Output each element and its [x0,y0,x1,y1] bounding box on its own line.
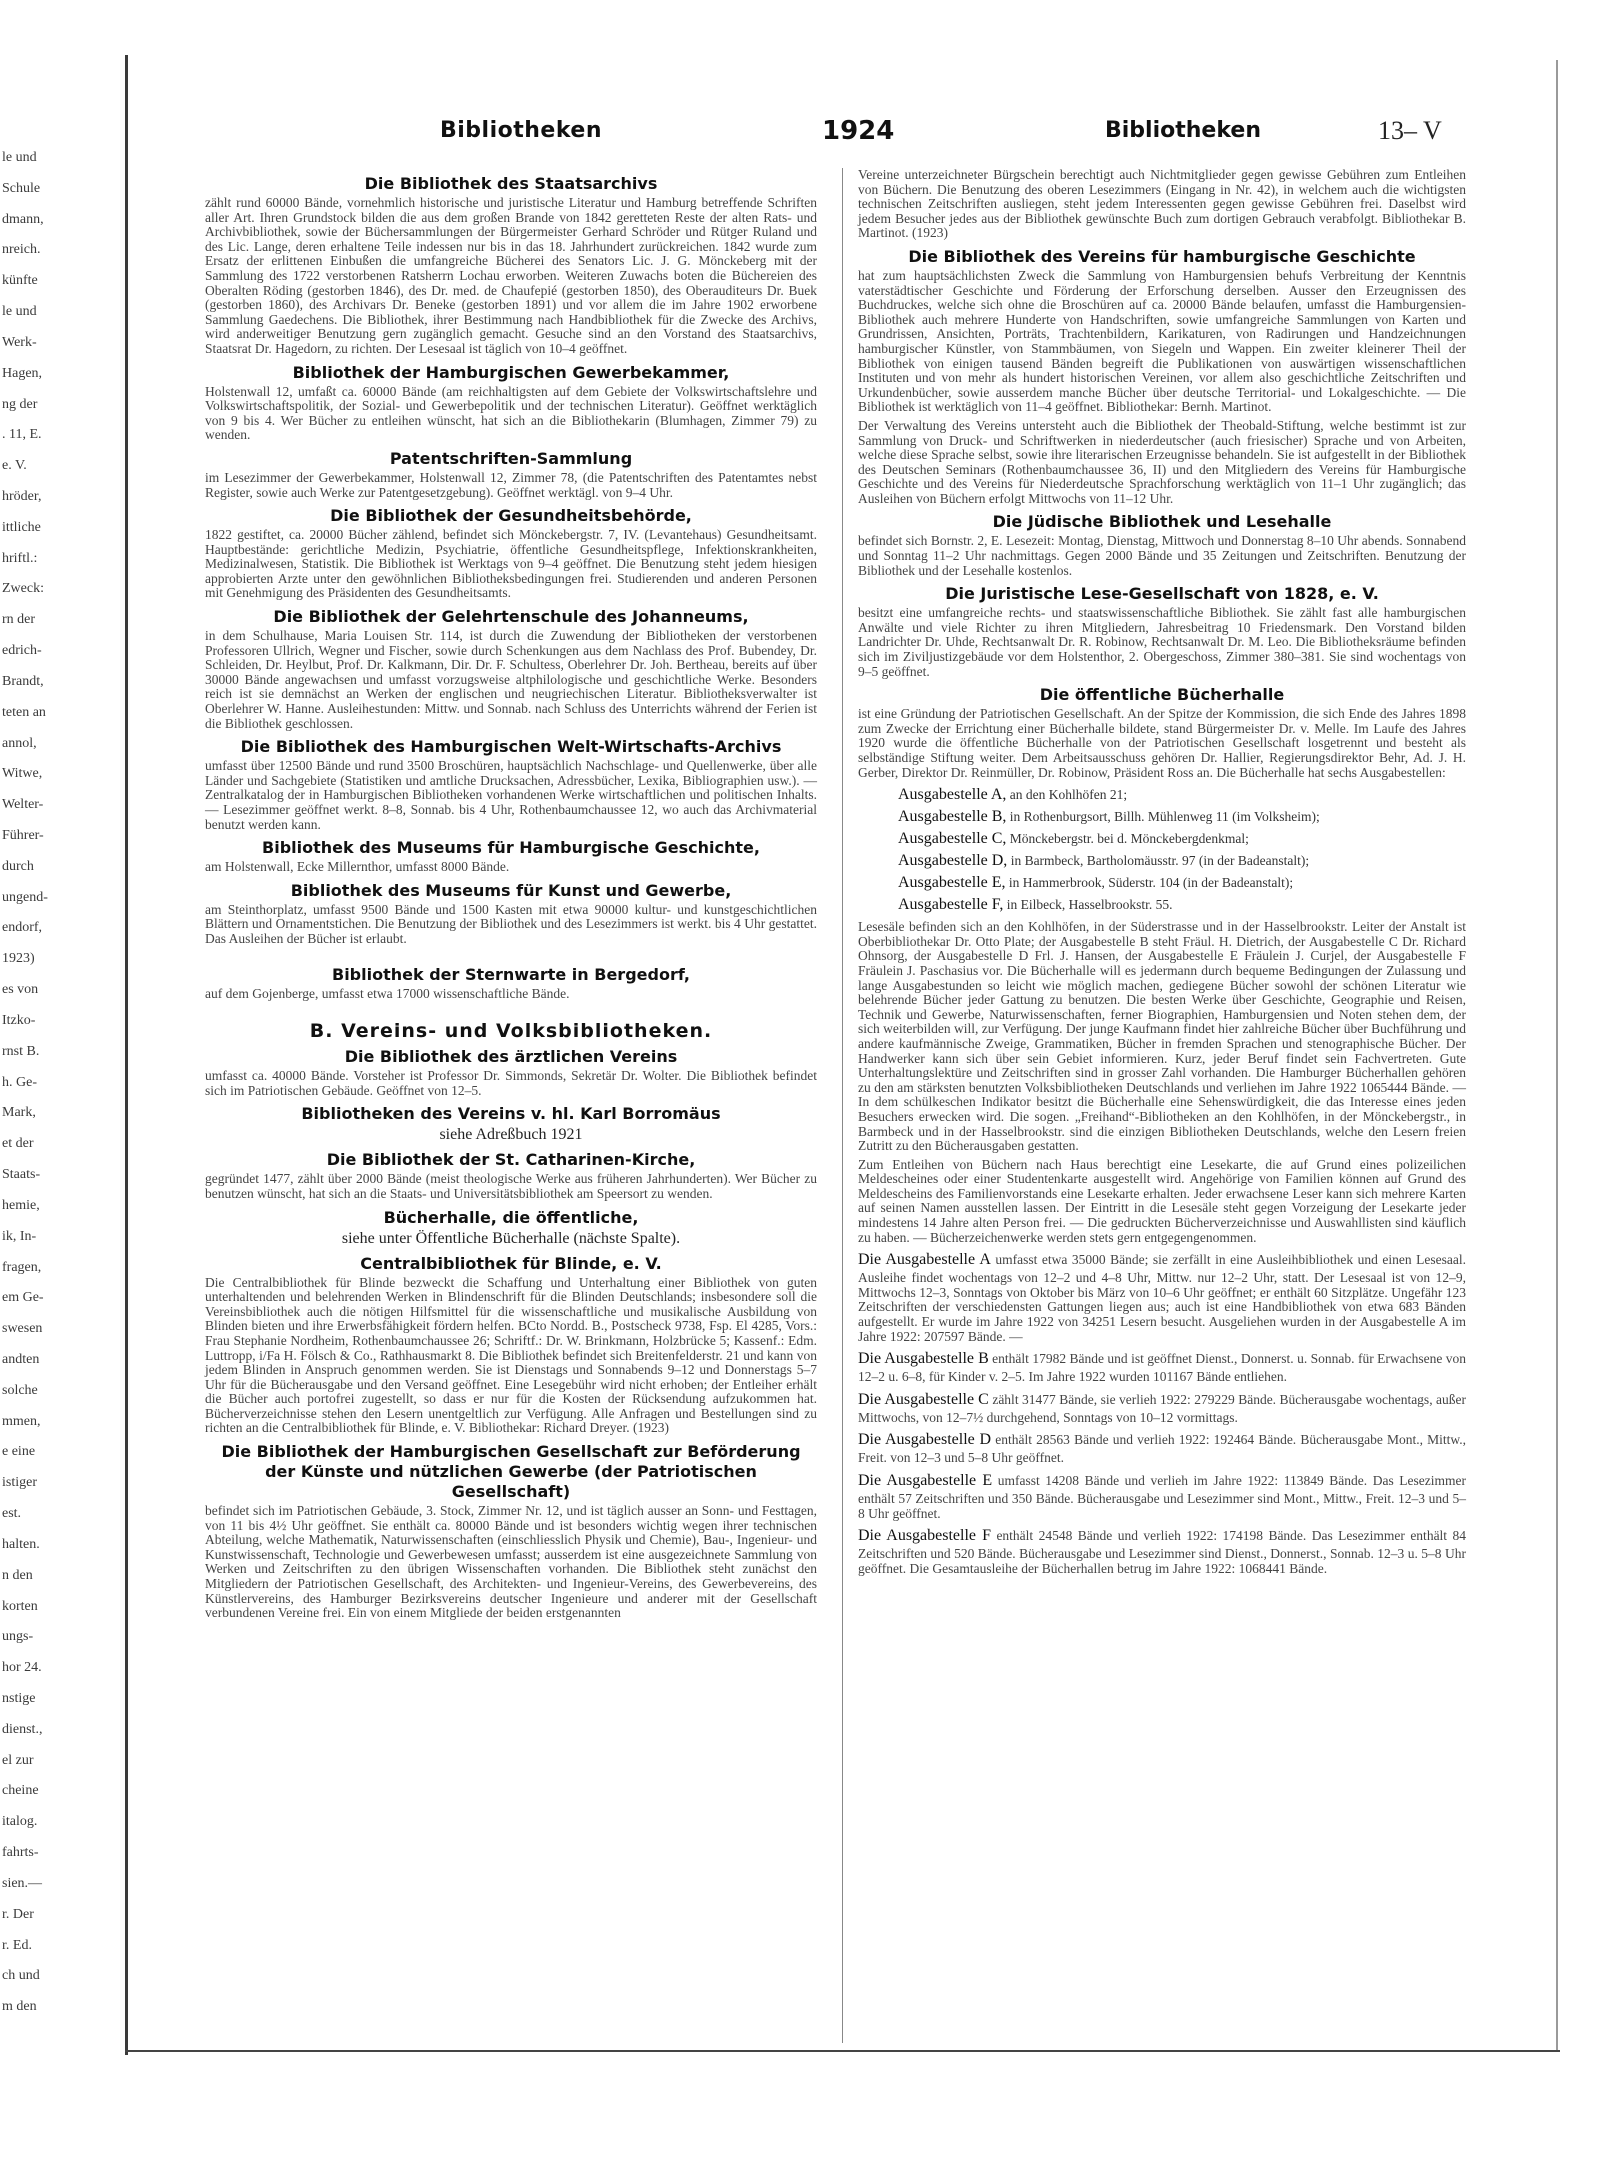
outlet-name: Ausgabestelle D, [898,852,1008,870]
margin-fragment: ik, In- [2,1229,37,1244]
section-title: Bibliothek des Museums für Hamburgische Geschichte, [262,838,760,858]
margin-fragment: e. V. [2,458,27,473]
section-title: Die Jüdische Bibliothek und Lesehalle [992,512,1332,532]
section-text: im Lesezimmer der Gewerbekammer, Holstenwall 12, Zimmer 78, (die Patentschriften des Patentamtes nebst Register, sowie auch Werke zur Patentgesetzgebung). Geöffnet werktägl. von 9–4 Uhr. [205,469,817,500]
margin-fragment: le und [2,150,37,165]
branch-name: Die Ausgabestelle E [858,1472,993,1489]
margin-fragment: ungs- [2,1629,34,1644]
header-right-title: Bibliotheken [1105,118,1261,143]
header-year: 1924 [822,116,895,146]
margin-fragment: Mark, [2,1105,36,1120]
section-text: 1822 gestiftet, ca. 20000 Bücher zählend, befindet sich Mönckebergstr. 7, IV. (Levantehaus) Gesundheitsamt. Hauptbestände: gerichtliche Medizin, Psychiatrie, öffentliche Gesundheitspflege, Infektionskrankheiten, Medizinalwesen, Statistik. Die Bibliothek ist Werktags von 9–4 geöffnet. Die Benutzung steht jedem hiesigen approbierten Arzte unter den gewöhnlichen Bibliotheksbedingungen frei. Studierenden und anderen Personen mit Genehmigung des Präsidenten des Gesundheitsamts. [205,527,817,601]
page-edge [1556,60,1558,2050]
branch-name: Die Ausgabestelle C [858,1390,989,1408]
page-number: 13– V [1378,116,1442,145]
outlet-address: in Hammerbrook, Süderstr. 104 (in der Badeanstalt); [1008,875,1294,891]
branch-name: Die Ausgabestelle A [858,1251,991,1269]
margin-fragment: et der [2,1136,34,1151]
section-text: Holstenwall 12, umfaßt ca. 60000 Bände (am reichhaltigsten auf dem Gebiete der Volkswirtschaftslehre und Volkswirtschaftspolitik, der Sozial- und Gewerbepolitik und der technischen Literatur). Geöffnet werktäglich von 9 bis 4. Wer Bücher zu entleihen wünscht, hat sich an die Bibliothekarin (Blumhagen, Zimmer 79) zu wenden. [205,383,817,443]
section-title: Die Bibliothek der Gesundheitsbehörde, [330,506,692,526]
margin-fragment: m den [2,1999,37,2014]
margin-fragment: 1923) [2,951,35,966]
margin-fragment: ungend- [2,890,48,905]
margin-fragment: hröder, [2,489,42,504]
margin-fragment: Werk- [2,335,37,350]
margin-fragment: le und [2,304,37,319]
margin-fragment: Staats- [2,1167,41,1182]
right-column [858,168,1466,1580]
section-text: Zum Entleihen von Büchern nach Haus berechtigt eine Lesekarte, die auf Grund eines polizeilichen Meldescheines oder einer Studentenkarte ausgestellt wird. Angehörige von Familien können auf Grund des Meldescheins des Familienvorstands eine Lesekarte erhalten. Jeder erwachsene Leser kann sich mehrere Karten auf seinen Namen ausstellen lassen. Der Eintritt in die Lesesäle steht gegen Vorzeigung der Lesekarte jeder mindestens 14 Jahre alten Person frei. — Die gedruckten Bücherverzeichnisse und Auswahllisten sind käuflich zu haben. — Bücherzeichenwerke werden stets gern entgegengenommen. [858,1156,1466,1245]
branch-text: enthält 28563 Bände und verlieh 1922: 192464 Bände. Bücherausgabe Mont., Mittw., Freit. von 12–3 und 5–8 Uhr geöffnet. [858,1432,1467,1466]
branch-paragraph [858,1389,1466,1426]
section-text: am Holstenwall, Ecke Millernthor, umfasst 8000 Bände. [205,859,510,875]
section-title: Die Bibliothek des ärztlichen Vereins [344,1047,678,1067]
section-title: Bibliotheken des Vereins v. hl. Karl Borromäus [301,1104,721,1124]
margin-fragment: durch [2,859,34,874]
scan-border-top [0,0,1600,48]
binding-gutter [125,55,128,2055]
margin-fragment: korten [2,1599,38,1614]
section-title: Die Bibliothek der Gelehrtenschule des Johanneums, [273,607,749,627]
section-text: hat zum hauptsächlichsten Zweck die Sammlung von Hamburgensien behufs Verbreitung der Kenntnis vaterstädtischer Geschichte und Förderung der Erforschung derselben. Ausser den Erzeugnissen des Buchdruckes, welche sich ohne die Broschüren auf ca. 20000 Bände belaufen, umfasst die Hamburgensien-Bibliothek auch mehrere Hunderte von Handschriften, sowie umfangreiche Sammlungen von Karten und Grundrissen, Ansichten, Porträts, Trachtenbildern, Karikaturen, von Radirungen und Handzeichnungen hamburgischer Künstler, von Stammbäumen, von Siegeln und Wappen. Ein zweiter kleinerer Theil der Bibliothek von einigen tausend Bänden begreift die Publikationen von auswärtigen wissenschaftlichen Instituten und von mehr als hundert historischen Vereinen, vor allem also geschichtliche Zeitschriften und Urkundenbücher, sowie ausserdem manche Bücher über deutsche Territorial- und Lokalgeschichte. — Die Bibliothek ist werktäglich von 11–4 geöffnet. Bibliothekar: Bernh. Martinot. [858,267,1466,415]
list-item [898,828,1466,850]
previous-page-margin [0,150,122,2050]
section-text: befindet sich im Patriotischen Gebäude, 3. Stock, Zimmer Nr. 12, und ist täglich ausser an Sonn- und Festtagen, von 11 bis 4½ Uhr geöffnet. Sie enthält ca. 80000 Bände und ist besonders wichtig wegen ihrer technischen Abteilung, welche Mathematik, Naturwissenschaften (einschliesslich Physik und Chemie), Bau-, Ingenieur- und Kunstwissenschaft, Technologie und Gewerbewesen umfasst; ausserdem ist eine ausgezeichnete Sammlung von Werken und Zeitschriften zu den übrigen Wissenschaften vorhanden. Die Bibliothek steht zunächst den Mitgliedern der Patriotischen Gesellschaft, des Architekten- und Ingenieur-Vereins, des Gewerbevereins, des Künstlervereins, des Hamburger Bezirksvereins deutscher Ingenieure und anderer mit der Gesellschaft verbundenen Vereine frei. Ein von einem Mitgliede der beiden erstgenannten [205,1503,817,1621]
header-left-title: Bibliotheken [440,118,602,143]
section-title: Patentschriften-Sammlung [389,448,633,468]
margin-fragment: Welter- [2,797,44,812]
section-title: Bibliothek der Hamburgischen Gewerbekammer, [292,362,730,382]
branch-text: zählt 31477 Bände, sie verlieh 1922: 279229 Bände. Bücherausgabe wochentags, außer Mittwochs, von 12–7½ durchgehend, Sonntags von 10–12 vormittags. [858,1391,1467,1425]
margin-fragment: mmen, [2,1414,41,1429]
margin-fragment: hor 24. [2,1660,42,1675]
margin-fragment: swesen [2,1321,43,1336]
branch-paragraph [858,1429,1466,1466]
section-text: zählt rund 60000 Bände, vornehmlich historische und juristische Literatur und Hamburg betreffende Schriften aller Art. Ihren Grundstock bilden die aus dem großen Brande von 1842 geretteten Reste der alten Rats- und Archivbibliothek, sowie der Büchersammlungen der Bürgermeister Gerhard Schröder und Rütger Ruland und des Lic. Lange, deren erhaltene Teile indessen nur bis in das 18. Jahrhundert zurückreichen. 1842 wurde zum Ersatz der erlittenen Einbußen die umfangreiche Bücherei des Senators Lic. J. G. Mönckeberg mit der Sammlung des 1722 verstorbenen Ratsherrn Lochau erworben. Weiteren Zuwachs boten die Büchereien des Oberalten Röding (gestorben 1846), des Dr. med. de Chaufepié (gestorben 1850), des Oberauditeurs Dr. Buek (gestorben 1860), des Archivars Dr. Beneke (gestorben 1891) und vor allem die im Jahre 1902 erworbene Sammlung Gaedechens. Die Bibliothek, ihrer Bestimmung nach Handbibliothek für die Zwecke des Archivs, wird anderweitiger Benutzung gern zugänglich gemacht. Gesuche sind an den Vorstand des Staatsarchivs, Staatsrat Dr. Hagedorn, zu richten. Der Lesesaal ist täglich von 10–4 geöffnet. [205,195,817,356]
margin-fragment: halten. [2,1537,40,1552]
margin-fragment: endorf, [2,920,43,935]
section-title: Bibliothek der Sternwarte in Bergedorf, [332,964,690,984]
left-column [205,168,817,1625]
branch-name: Die Ausgabestelle B [858,1350,989,1368]
margin-fragment: solche [2,1383,38,1398]
section-title: Die öffentliche Bücherhalle [1039,685,1285,705]
section-text: auf dem Gojenberge, umfasst etwa 17000 wissenschaftliche Bände. [205,985,570,1001]
margin-fragment: hriftl.: [2,551,38,566]
section-text: umfasst ca. 40000 Bände. Vorsteher ist Professor Dr. Simmonds, Sekretär Dr. Wolter. Die Bibliothek befindet sich im Patriotischen Gebäude. Geöffnet von 12–5. [205,1068,817,1098]
margin-fragment: künfte [2,273,38,288]
outlet-list [858,784,1466,916]
margin-fragment: ch und [2,1968,40,1983]
list-item [898,872,1466,894]
margin-fragment: annol, [2,736,37,751]
section-text: am Steinthorplatz, umfasst 9500 Bände und 1500 Kasten mit etwa 90000 kultur- und kunstgeschichtlichen Blättern und Ornamentstichen. Die Benutzung der Bibliothek und des Lesezimmers ist werkt. bis 4 Uhr gestattet. Das Ausleihen der Bücher ist erlaubt. [205,901,817,946]
margin-fragment: fragen, [2,1260,42,1275]
margin-fragment: italog. [2,1814,38,1829]
margin-fragment: e eine [2,1444,36,1459]
section-title: Die Bibliothek der Hamburgischen Gesellschaft zur Beförderung der Künste und nützlichen Gewerbe (der Patriotischen Gesellschaft) [221,1442,801,1502]
continued-text: Vereine unterzeichneter Bürgschein berechtigt auch Nichtmitglieder gegen gewisse Gebühren zum Entleihen von Büchern. Die Benutzung des oberen Lesezimmers (Eingang in Nr. 42), in welchem auch die wichtigsten technischen Zeitschriften ausliegen, steht jedem Interessenten gegen gewisse Gebühren frei. Daselbst wird jedem Besucher jedes aus der Bibliothek gewünschte Buch zum dortigen Gebrauch verabfolgt. Bibliothekar B. Martinot. (1923) [858,167,1466,241]
section-text: umfasst über 12500 Bände und rund 3500 Broschüren, hauptsächlich Nachschlage- und Quellenwerke, über alle Länder und Sachgebiete (Statistiken und amtliche Drucksachen, Adressbücher, Lexika, Bibliographien usw.). — Zentralkatalog der in Hamburgischen Bibliotheken vorhandenen Werke wirtschaftlichen und politischen Inhalts. — Lesezimmer geöffnet werkt. 8–8, Sonnab. bis 4 Uhr, Rothenbaumchaussee 12, wo auch das Archivmaterial benutzt werden kann. [205,758,817,832]
list-item [898,850,1466,872]
page-header [440,118,1540,154]
outlet-address: in Eilbeck, Hasselbrookstr. 55. [1006,897,1173,913]
section-text: Die Centralbibliothek für Blinde bezweckt die Schaffung und Unterhaltung einer Bibliothek von guten unterhaltenden und belehrenden Werken in Blindenschrift für die Blinden Deutschlands; insbesondere soll die Vereinsbibliothek auch die nötigen Hilfsmittel für die wissenschaftliche und musikalische Ausbildung von Blinden bieten und ihre Erwerbsfähigkeit fördern helfen. BCto Nordd. B., Postscheck 9738, Fsp. El 4285, Vors.: Frau Stephanie Nordheim, Rothenbaumchaussee 26; Schriftf.: Dr. W. Brinkmann, Holzbrücke 5; Kassenf.: Edm. Luttropp, i/Fa H. Fölsch & Co., Rathhausmarkt 8. Die Bibliothek befindet sich Breitenfelderstr. 21 und kann von jedem Blinden in Anspruch genommen werden. Sie ist Dienstags und Sonnabends 9–12 und Donnerstags 5–7 Uhr für die Bücherausgabe und den Versand geöffnet. Eine Lesegebühr wird nicht erhoben; der Entleiher erhält die Bücher auch portofrei zugestellt, so dass er nur für die Kosten der Rücksendung aufzukommen hat. Bücherverzeichnisse stehen den Lesern unentgeltlich zur Verfügung. Alle Anfragen und Bestellungen sind zu richten an die Centralbibliothek für Blinde, e. V. Bibliothekar: Richard Dreyer. (1923) [205,1274,817,1436]
section-text: Lesesäle befinden sich an den Kohlhöfen, in der Süderstrasse und in der Hasselbrookstr. Leiter der Anstalt ist Oberbibliothekar Dr. Otto Plate; der Ausgabestelle B steht Fräul. H. Dietrich, der Ausgabestelle C Dr. Richard Ohnsorg, der Ausgabestelle D Frl. J. Hansen, der Ausgabestelle E Fräulein J. Curjel, der Ausgabestelle F Fräulein J. Paschasius vor. Die Bücherhalle will es jedermann durch bequeme Bedingungen der Zulassung und lange Ausgabestunden so leicht wie möglich machen, gediegene Bücher sowohl der schönen Literatur wie belehrende Bücher jeder Gattung zu benutzen. Die besten Werke über Geschichte, Geographie und Reisen, Technik und Gewerbe, Naturwissenschaften, ferner Biographien, Hamburgensien und Noten stehen dem, der sich weiterbilden will, zur Verfügung. Der junge Kaufmann findet hier zahlreiche Bücher über Buchführung und andere kaufmännische Zweige, Grammatiken, Bücher in fremden Sprachen und stenographische Bücher. Der Handwerker kann sich über sein Gebiet informieren. Kurz, jeder Beruf findet sein Fachvertreten. Gute Unterhaltungslektüre und Zeitschriften sind in grosser Zahl vorhanden. Die Hamburger Bücherhallen gehören zu den am stärksten benutzten Volksbibliotheken Deutschlands und verliehen im Jahre 1922 1065444 Bände. — In dem schülkeschen Indikator besitzt die Bücherhalle eine Sehenswürdigkeit, die das Interesse eines jeden Besuchers erwecken wird. Die sogen. „Freihand“-Bibliotheken an den Kohlhöfen, in der Mönckebergstr., in Barmbeck und in der Hasselbrookstr. sind die einzigen Bibliotheken Deutschlands, welche den Lesern freien Zutritt zu den Bücherausgaben gestatten. [858,919,1466,1154]
margin-fragment: nstige [2,1691,36,1706]
section-subtitle: siehe Adreßbuch 1921 [439,1126,583,1144]
margin-fragment: Führer- [2,828,44,843]
branch-paragraph [858,1249,1466,1344]
outlet-address: an den Kohlhöfen 21; [1009,787,1128,803]
margin-fragment: Zweck: [2,581,44,596]
branch-name: Die Ausgabestelle F [858,1527,991,1545]
outlet-name: Ausgabestelle B, [898,808,1007,826]
section-text: in dem Schulhause, Maria Louisen Str. 114, ist durch die Zuwendung der Bibliotheken der verstorbenen Professoren Ullrich, Wegner und Fischer, sowie durch Schenkungen aus dem Nachlass des Prof. Bubendey, Dr. Schleiden, Dr. Heylbut, Prof. Dr. Kalkmann, Dir. Dr. F. Schultess, Oberlehrer Dr. Joh. Bertheau, bereits auf über 30000 Bände angewachsen und umfasst vorzugsweise altphilologische und geschichtliche Werke. Besonders reich ist sie demnächst an Werken der englischen und neugriechischen Literatur. Bibliotheksverwalter ist Oberlehrer W. Hanne. Ausleihestunden: Mittw. und Sonnab. nach Schluss des Unterrichts während der Ferien ist die Bibliothek geschlossen. [205,628,817,731]
margin-fragment: em Ge- [2,1290,44,1305]
outlet-name: Ausgabestelle A, [898,786,1007,804]
margin-fragment: sien.— [2,1876,43,1891]
outlet-address: in Barmbeck, Bartholomäusstr. 97 (in der Badeanstalt); [1010,853,1310,869]
margin-fragment: nreich. [2,242,41,257]
margin-fragment: h. Ge- [2,1075,37,1090]
branch-name: Die Ausgabestelle D [858,1431,992,1449]
margin-fragment: est. [2,1506,22,1521]
margin-fragment: Itzko- [2,1013,36,1028]
section-title: Bibliothek des Museums für Kunst und Gewerbe, [290,880,732,900]
list-item [898,784,1466,806]
section-text: besitzt eine umfangreiche rechts- und staatswissenschaftliche Bibliothek. Sie zählt fast alle hamburgischen Anwälte und viele Richter zu ihren Mitgliedern, Jahresbeitrag 10 Friedensmark. Den Vorstand bilden Landrichter Dr. Uhde, Rechtsanwalt Dr. R. Robinow, Rechtsanwalt Dr. M. Leo. Die Bibliotheksräume befinden sich im Ziviljustizgebäude vor dem Holstenthor, 2. Obergeschoss, Zimmer 380–381. Sie sind wochentags von 9–5 geöffnet. [858,605,1466,679]
margin-fragment: teten an [2,705,46,720]
section-text: befindet sich Bornstr. 2, E. Lesezeit: Montag, Dienstag, Mittwoch und Donnerstag 8–10 Uhr abends. Sonnabend und Sonntag 11–2 Uhr nachmittags. Gegen 2000 Bände und 35 Zeitungen und Zeitschriften. Benutzung der Bibliothek und der Lesehalle kostenlos. [858,533,1466,578]
section-title: Die Bibliothek der St. Catharinen-Kirche, [326,1150,696,1170]
section-subtitle: siehe unter Öffentliche Bücherhalle (nächste Spalte). [341,1229,681,1247]
margin-fragment: Brandt, [2,674,44,689]
margin-fragment: cheine [2,1783,39,1798]
branch-text: enthält 24548 Bände und verlieh 1922: 174198 Bände. Das Lesezimmer enthält 84 Zeitschriften und 520 Bände. Bücherausgabe und Lesezimmer sind Dienst., Donnerst., Sonnab. 12–3 u. 5–8 Uhr geöffnet. Die Gesamtausleihe der Bücherhallen betrug im Jahre 1922: 1068441 Bände. [858,1528,1466,1576]
margin-fragment: Witwe, [2,766,43,781]
list-item [898,894,1466,916]
margin-fragment: hemie, [2,1198,40,1213]
margin-fragment: Schule [2,181,41,196]
outlet-name: Ausgabestelle E, [898,874,1006,892]
column-rule [842,168,843,2043]
margin-fragment: . 11, E. [2,427,42,442]
outlet-name: Ausgabestelle F, [898,896,1004,914]
margin-fragment: r. Ed. [2,1938,32,1953]
margin-fragment: istiger [2,1475,37,1490]
margin-fragment: Hagen, [2,366,43,381]
margin-fragment: rnst B. [2,1044,40,1059]
margin-fragment: edrich- [2,643,42,658]
section-title: Centralbibliothek für Blinde, e. V. [360,1253,662,1273]
branch-paragraph [858,1525,1466,1576]
margin-fragment: andten [2,1352,40,1367]
section-title: Die Bibliothek des Staatsarchivs [364,174,658,193]
section-title: Die Juristische Lese-Gesellschaft von 1828, e. V. [945,584,1379,604]
section-title: Die Bibliothek des Vereins für hamburgische Geschichte [908,246,1416,266]
section-text: Der Verwaltung des Vereins untersteht auch die Bibliothek der Theobald-Stiftung, welche bestimmt ist zur Sammlung von Druck- und Schriftwerken in niederdeutscher (auch friesischer) Sprache und von Arbeiten, welche diese Sprache selbst, sowie ihre literarischen Erzeugnisse behandeln. Sie ist aufgestellt in der Bibliothek des Deutschen Seminars (Rothenbaumchaussee 36, II) und den Mitgliedern des Vereins für Hamburgische Geschichte und des Vereins für Niederdeutsche Sprachforschung werktäglich von 11–1 Uhr zugänglich; das Ausleihen von Büchern erfolgt Mittwochs von 11–12 Uhr. [858,417,1466,506]
branch-paragraph [858,1470,1466,1521]
branch-text: enthält 17982 Bände und ist geöffnet Dienst., Donnerst. u. Sonnab. für Erwachsene von 12–2 u. 6–8, für Kinder v. 2–5. Im Jahre 1922 wurden 101167 Bände entliehen. [858,1351,1466,1385]
branch-paragraph [858,1348,1466,1385]
outlet-address: in Rothenburgsort, Billh. Mühlenweg 11 (im Volksheim); [1009,809,1320,825]
outlet-name: Ausgabestelle C, [898,830,1007,848]
margin-fragment: ittliche [2,520,41,535]
part-title: B. Vereins- und Volksbibliotheken. [309,1020,713,1043]
margin-fragment: r. Der [2,1907,34,1922]
margin-fragment: el zur [2,1753,34,1768]
margin-fragment: dmann, [2,212,44,227]
list-item [898,806,1466,828]
margin-fragment: fahrts- [2,1845,39,1860]
section-title: Bücherhalle, die öffentliche, [383,1207,639,1227]
margin-fragment: n den [2,1568,33,1583]
section-title: Die Bibliothek des Hamburgischen Welt-Wirtschafts-Archivs [240,737,782,757]
margin-fragment: es von [2,982,39,997]
branch-text: umfasst etwa 35000 Bände; sie zerfällt in eine Ausleihbibliothek und einen Lesesaal. Ausleihe findet wochentags von 12–2 und 4–8 Uhr, Mittw. nur 12–2 Uhr, statt. Der Lesesaal ist von 12–9, Mittwochs 12–3, Sonntags von Oktober bis März von 10–6 Uhr geöffnet; er enthält 60 Sitzplätze. Ungefähr 123 Zeitschriften der verschiedensten Gattungen liegen aus; auch ist eine Handbibliothek von etwa 683 Bänden aufgestellt. Er wurde im Jahre 1922 von 34251 Lesern besucht. Ausgeliehen wurden in der Ausgabestelle A im Jahre 1922: 207597 Bände. — [858,1252,1467,1344]
branch-text: umfasst 14208 Bände und verlieh im Jahre 1922: 113849 Bände. Das Lesezimmer enthält 57 Zeitschriften und 350 Bände. Bücherausgabe und Lesezimmer sind Mont., Mittw., Freit. 12–3 und 5–8 Uhr geöffnet. [858,1473,1467,1521]
scan-border-bottom [0,2058,1600,2177]
margin-fragment: rn der [2,612,36,627]
margin-fragment: ng der [2,397,38,412]
bottom-rule [125,2050,1560,2052]
margin-fragment: dienst., [2,1722,43,1737]
outlet-address: Mönckebergstr. bei d. Mönckebergdenkmal; [1009,831,1249,847]
section-text: gegründet 1477, zählt über 2000 Bände (meist theologische Werke aus früheren Jahrhunderten). Wer Bücher zu benutzen wünscht, hat sich an die Staats- und Universitätsbibliothek am Speersort zu wenden. [205,1171,817,1201]
section-text: ist eine Gründung der Patriotischen Gesellschaft. An der Spitze der Kommission, die sich Ende des Jahres 1898 zum Zwecke der Errichtung einer Bücherhalle bildete, stand Bürgermeister Dr. v. Melle. Im Laufe des Jahres 1920 wurde die öffentliche Bücherhalle von der Patriotischen Gesellschaft losgetrennt und besteht als selbständige Stiftung weiter. Dem Arbeitsausschuss gehören Dr. Hallier, Regierungsdirektor Behr, Ad. J. H. Gerber, Direktor Dr. Reinmüller, Dr. Robinow, Präsident Ross an. Die Bücherhalle hat sechs Ausgabestellen: [858,706,1466,780]
